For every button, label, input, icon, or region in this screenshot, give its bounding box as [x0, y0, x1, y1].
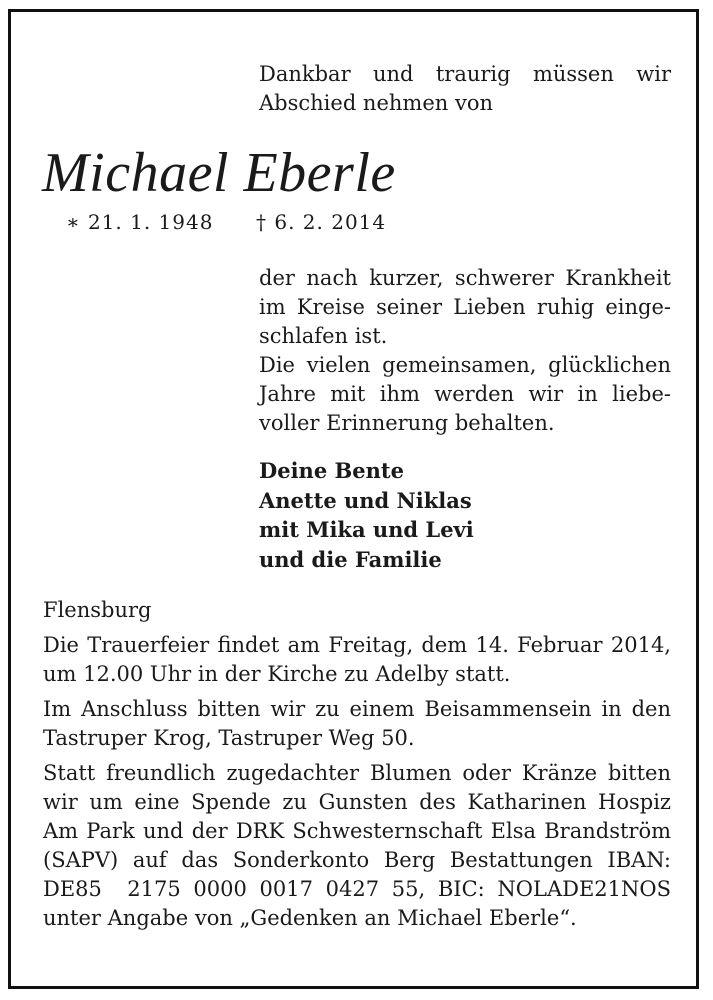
body-text: [259, 264, 671, 438]
signer: mit Mika und Levi: [259, 517, 474, 542]
details-section: [43, 596, 671, 939]
intro-line: Dankbar und traurig müssen wir: [259, 62, 671, 86]
body-line: Die vielen gemeinsamen, glücklichen: [259, 353, 671, 377]
signer: Deine Bente: [259, 458, 404, 483]
body-line: Jahre mit ihm werden wir in liebe-: [259, 382, 671, 406]
donation-line: Am Park und der DRK Schwesternschaft Elsa Brandström: [43, 819, 671, 843]
service-line: um 12.00 Uhr in der Kirche zu Adelby statt.: [43, 662, 511, 686]
body-line: im Kreise seiner Lieben ruhig einge-: [259, 295, 671, 319]
intro-text: [259, 60, 671, 118]
intro-line: Abschied nehmen von: [259, 91, 493, 115]
donation-line: DE85 2175 0000 0017 0427 55, BIC: NOLADE21NOS: [43, 877, 671, 901]
service-info: [43, 631, 671, 689]
deceased-name: Michael Eberle: [42, 142, 396, 204]
reception-line: Tastruper Krog, Tastruper Weg 50.: [43, 726, 415, 750]
birth-date: ∗ 21. 1. 1948: [66, 210, 214, 234]
signer: Anette und Niklas: [259, 487, 472, 513]
reception-line: Im Anschluss bitten wir zu einem Beisammensein in den: [43, 697, 671, 721]
donation-line: wir um eine Spende zu Gunsten des Katharinen Hospiz: [43, 790, 671, 814]
donation-line: (SAPV) auf das Sonderkonto Berg Bestattungen IBAN:: [43, 848, 671, 872]
place-name: Flensburg: [43, 598, 152, 622]
body-line: der nach kurzer, schwerer Krankheit: [259, 266, 671, 290]
signer: und die Familie: [259, 546, 442, 572]
donation-line: Statt freundlich zugedachter Blumen oder Kränze bitten: [43, 761, 671, 785]
reception-info: [43, 695, 671, 753]
death-date: † 6. 2. 2014: [256, 210, 387, 234]
donation-line: unter Angabe von „Gedenken an Michael Eberle“.: [43, 906, 577, 930]
body-line: voller Erinnerung behalten.: [259, 411, 555, 435]
donation-info: [43, 759, 671, 933]
body-line: schlafen ist.: [259, 324, 388, 348]
service-line: Die Trauerfeier findet am Freitag, dem 14. Februar 2014,: [43, 633, 671, 657]
signers-list: [259, 456, 474, 574]
